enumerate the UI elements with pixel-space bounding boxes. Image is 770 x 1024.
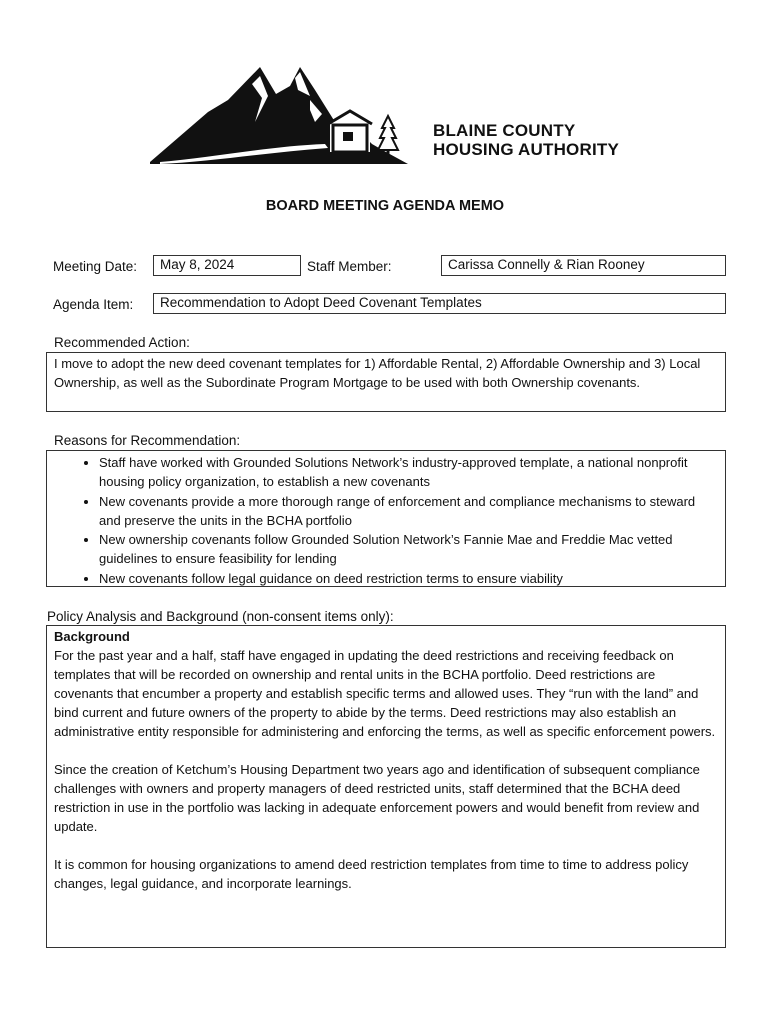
org-name-line2: HOUSING AUTHORITY [433,140,619,159]
list-item: • New covenants follow legal guidance on deed restriction terms to ensure viability [99,569,717,588]
meeting-date-label: Meeting Date: [53,259,138,274]
background-paragraph-2: Since the creation of Ketchum’s Housing Department two years ago and identification of subsequent compliance challenges with owners and property managers of deed restricted units, staff determined that the BCHA deed restriction in use in the portfolio was lacking in adequate enforcement powers and would benefit from review and update. [54,762,700,834]
recommended-action-box [46,352,726,412]
staff-member-label: Staff Member: [307,259,392,274]
reasons-box [46,450,726,587]
background-paragraph-1: For the past year and a half, staff have engaged in updating the deed restrictions and receiving feedback on templates that will be recorded on ownership and rental units in the BCHA portfolio. Deed restrictions are covenants that encumber a property and establish specific terms and allowed uses. They “run with the land” and bind current and future owners of the property to abide by the terms. Deed restrictions may also establish an administrative entity responsible for administering and enforcing the terms, as well as specific enforcement powers. [54,648,716,739]
staff-member-field: Carissa Connelly & Rian Rooney [441,255,726,276]
list-item: • Staff have worked with Grounded Solutions Network’s industry-approved template, a national nonprofit housing policy organization, to establish a new covenants [99,453,717,492]
background-heading: Background [54,629,130,644]
policy-box [46,625,726,948]
recommended-action-label: Recommended Action: [54,335,190,350]
policy-label: Policy Analysis and Background (non-consent items only): [47,609,394,624]
reasons-list [47,453,717,588]
agenda-item-field: Recommendation to Adopt Deed Covenant Templates [153,293,726,314]
memo-title: BOARD MEETING AGENDA MEMO [265,198,505,214]
list-item: • New ownership covenants follow Grounded Solution Network’s Fannie Mae and Freddie Mac vetted guidelines to ensure feasibility for lending [99,530,717,569]
agenda-item-label: Agenda Item: [53,297,134,312]
org-name-line1: BLAINE COUNTY [433,121,576,140]
list-item: • New covenants provide a more thorough range of enforcement and compliance mechanisms to steward and preserve the units in the BCHA portfolio [99,492,717,531]
meeting-date-field: May 8, 2024 [153,255,301,276]
background-paragraph-3: It is common for housing organizations to amend deed restriction templates from time to time to address policy changes, legal guidance, and incorporate learnings. [54,857,689,891]
reasons-label: Reasons for Recommendation: [54,433,241,448]
mountain-house-tree-icon [150,62,410,167]
recommended-action-text: I move to adopt the new deed covenant templates for 1) Affordable Rental, 2) Affordable Ownership and 3) Local Ownership, as well as the Subordinate Program Mortgage to be used with both Ownership covenants. [54,356,701,390]
org-name [433,121,619,159]
